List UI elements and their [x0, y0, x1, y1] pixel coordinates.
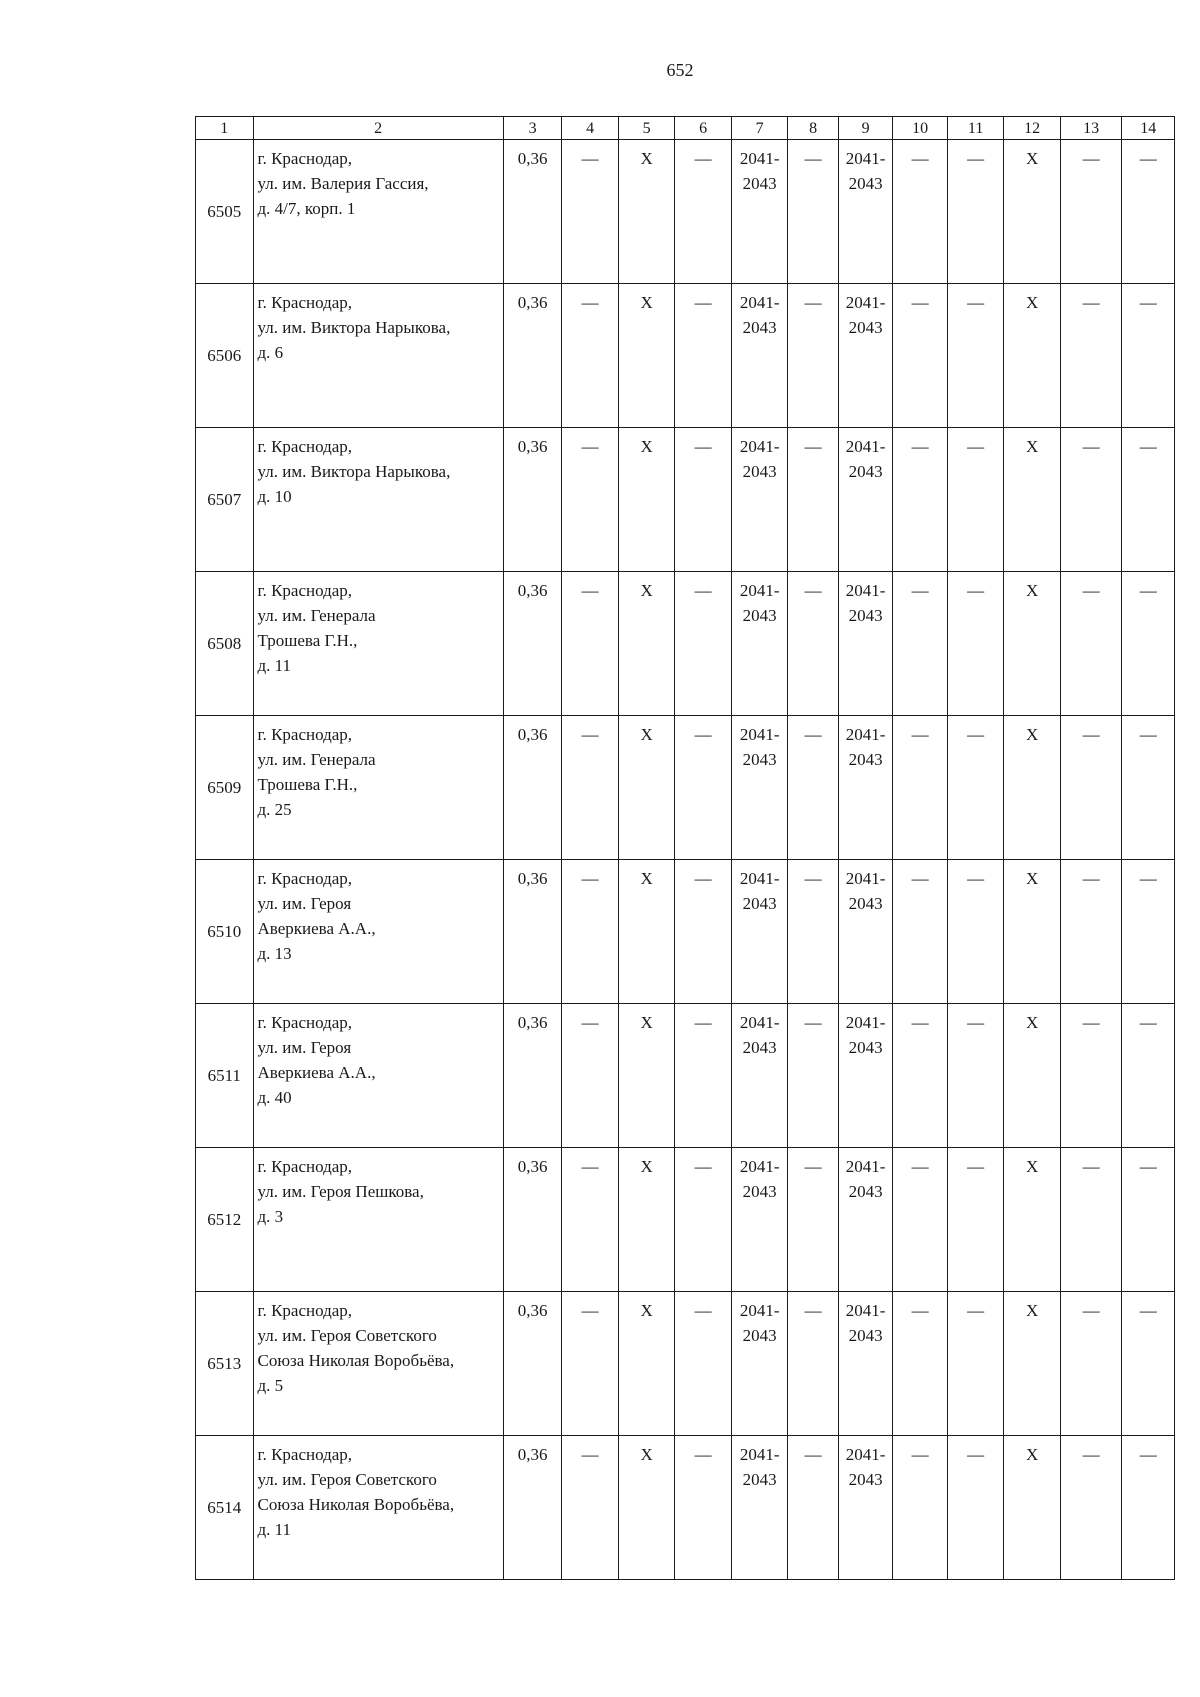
cell-col-8: —: [788, 428, 838, 572]
cell-col-11: —: [947, 428, 1004, 572]
cell-col-11: —: [947, 284, 1004, 428]
year-line: 2041-: [739, 293, 780, 312]
cell-col-12: Х: [1004, 1436, 1061, 1580]
column-header: 6: [675, 117, 732, 140]
address-line: Союза Николая Воробьёва,: [257, 1495, 455, 1514]
row-number: 6505: [196, 140, 254, 284]
cell-col-13: —: [1060, 1004, 1122, 1148]
column-header: 12: [1004, 117, 1061, 140]
cell-col-8: —: [788, 140, 838, 284]
cell-col-7: [731, 572, 788, 716]
address-line: ул. им. Генерала: [257, 750, 376, 769]
cell-col-10: —: [893, 284, 948, 428]
row-number: 6510: [196, 860, 254, 1004]
address-line: г. Краснодар,: [257, 149, 353, 168]
cell-col-4: —: [562, 428, 619, 572]
cell-col-14: —: [1122, 572, 1175, 716]
address-line: д. 6: [257, 343, 284, 362]
page-number: 652: [666, 60, 694, 80]
year-line: 2041-: [845, 149, 886, 168]
cell-col-10: —: [893, 572, 948, 716]
cell-col-4: —: [562, 716, 619, 860]
year-line: 2041-: [739, 149, 780, 168]
column-header: 14: [1122, 117, 1175, 140]
cell-col-9: [838, 716, 893, 860]
cell-col-4: —: [562, 572, 619, 716]
cell-col-6: —: [675, 284, 732, 428]
year-line: 2043: [742, 1182, 777, 1201]
cell-col-12: Х: [1004, 1292, 1061, 1436]
cell-col-9: [838, 1004, 893, 1148]
cell-col-14: —: [1122, 1004, 1175, 1148]
year-line: 2041-: [739, 869, 780, 888]
column-header: 11: [947, 117, 1004, 140]
address-cell: [253, 860, 503, 1004]
cell-col-13: —: [1060, 716, 1122, 860]
year-line: 2041-: [739, 1157, 780, 1176]
cell-col-6: —: [675, 428, 732, 572]
address-line: ул. им. Героя Советского: [257, 1470, 437, 1489]
cell-col-9: [838, 860, 893, 1004]
cell-col-5: Х: [618, 860, 675, 1004]
year-line: 2041-: [739, 1301, 780, 1320]
year-line: 2043: [742, 1470, 777, 1489]
cell-col-11: —: [947, 1436, 1004, 1580]
cell-col-6: —: [675, 716, 732, 860]
row-number: 6506: [196, 284, 254, 428]
cell-col-3: 0,36: [503, 572, 562, 716]
register-table: [195, 116, 1175, 1580]
year-line: 2041-: [845, 1445, 886, 1464]
year-line: 2041-: [845, 293, 886, 312]
cell-col-9: [838, 428, 893, 572]
year-line: 2041-: [845, 1157, 886, 1176]
address-cell: [253, 1004, 503, 1148]
cell-col-10: —: [893, 716, 948, 860]
cell-col-3: 0,36: [503, 428, 562, 572]
cell-col-12: Х: [1004, 1148, 1061, 1292]
year-line: 2041-: [739, 437, 780, 456]
address-line: Аверкиева А.А.,: [257, 1063, 376, 1082]
cell-col-12: Х: [1004, 860, 1061, 1004]
cell-col-8: —: [788, 716, 838, 860]
column-header: 8: [788, 117, 838, 140]
year-line: 2043: [742, 462, 777, 481]
cell-col-11: —: [947, 1148, 1004, 1292]
address-line: ул. им. Генерала: [257, 606, 376, 625]
cell-col-14: —: [1122, 1292, 1175, 1436]
table-row: [196, 428, 1175, 572]
address-line: Аверкиева А.А.,: [257, 919, 376, 938]
cell-col-14: —: [1122, 140, 1175, 284]
cell-col-13: —: [1060, 860, 1122, 1004]
cell-col-11: —: [947, 860, 1004, 1004]
address-line: г. Краснодар,: [257, 293, 353, 312]
cell-col-4: —: [562, 284, 619, 428]
table-row: [196, 284, 1175, 428]
year-line: 2041-: [845, 869, 886, 888]
cell-col-3: 0,36: [503, 284, 562, 428]
cell-col-3: 0,36: [503, 1292, 562, 1436]
cell-col-5: Х: [618, 140, 675, 284]
year-line: 2043: [742, 1038, 777, 1057]
address-line: д. 40: [257, 1088, 292, 1107]
address-line: ул. им. Героя: [257, 894, 352, 913]
cell-col-13: —: [1060, 428, 1122, 572]
cell-col-14: —: [1122, 428, 1175, 572]
address-line: г. Краснодар,: [257, 869, 353, 888]
address-line: г. Краснодар,: [257, 1301, 353, 1320]
year-line: 2043: [742, 1326, 777, 1345]
cell-col-14: —: [1122, 860, 1175, 1004]
address-line: д. 10: [257, 487, 292, 506]
year-line: 2043: [848, 1470, 883, 1489]
cell-col-6: —: [675, 1004, 732, 1148]
address-line: г. Краснодар,: [257, 725, 353, 744]
year-line: 2041-: [845, 725, 886, 744]
address-line: д. 11: [257, 1520, 292, 1539]
cell-col-9: [838, 1148, 893, 1292]
address-line: д. 11: [257, 656, 292, 675]
table-row: [196, 716, 1175, 860]
row-number: 6514: [196, 1436, 254, 1580]
table-row: [196, 140, 1175, 284]
cell-col-7: [731, 1004, 788, 1148]
cell-col-11: —: [947, 1292, 1004, 1436]
row-number: 6508: [196, 572, 254, 716]
cell-col-5: Х: [618, 1148, 675, 1292]
cell-col-6: —: [675, 140, 732, 284]
column-header: 1: [196, 117, 254, 140]
cell-col-4: —: [562, 1004, 619, 1148]
cell-col-10: —: [893, 140, 948, 284]
address-line: г. Краснодар,: [257, 581, 353, 600]
year-line: 2041-: [845, 581, 886, 600]
table-row: [196, 1436, 1175, 1580]
year-line: 2041-: [739, 1013, 780, 1032]
address-line: ул. им. Героя: [257, 1038, 352, 1057]
address-line: Союза Николая Воробьёва,: [257, 1351, 455, 1370]
address-line: д. 4/7, корп. 1: [257, 199, 356, 218]
address-line: г. Краснодар,: [257, 1013, 353, 1032]
cell-col-12: Х: [1004, 1004, 1061, 1148]
cell-col-10: —: [893, 428, 948, 572]
cell-col-12: Х: [1004, 428, 1061, 572]
cell-col-3: 0,36: [503, 1004, 562, 1148]
cell-col-7: [731, 860, 788, 1004]
cell-col-8: —: [788, 1004, 838, 1148]
row-number: 6507: [196, 428, 254, 572]
cell-col-5: Х: [618, 1004, 675, 1148]
address-line: ул. им. Валерия Гассия,: [257, 174, 429, 193]
row-number: 6509: [196, 716, 254, 860]
cell-col-3: 0,36: [503, 860, 562, 1004]
address-cell: [253, 428, 503, 572]
year-line: 2041-: [845, 437, 886, 456]
table-row: [196, 1004, 1175, 1148]
address-line: Трошева Г.Н.,: [257, 775, 358, 794]
cell-col-8: —: [788, 284, 838, 428]
cell-col-13: —: [1060, 1292, 1122, 1436]
year-line: 2043: [848, 606, 883, 625]
cell-col-4: —: [562, 1436, 619, 1580]
cell-col-14: —: [1122, 284, 1175, 428]
cell-col-12: Х: [1004, 284, 1061, 428]
address-cell: [253, 716, 503, 860]
address-cell: [253, 1292, 503, 1436]
year-line: 2041-: [845, 1013, 886, 1032]
year-line: 2043: [742, 606, 777, 625]
column-header: 10: [893, 117, 948, 140]
column-header: 4: [562, 117, 619, 140]
cell-col-10: —: [893, 1004, 948, 1148]
cell-col-7: [731, 428, 788, 572]
year-line: 2043: [848, 318, 883, 337]
address-line: д. 13: [257, 944, 292, 963]
cell-col-7: [731, 1148, 788, 1292]
cell-col-13: —: [1060, 284, 1122, 428]
cell-col-10: —: [893, 1148, 948, 1292]
table-row: [196, 572, 1175, 716]
year-line: 2043: [848, 1326, 883, 1345]
cell-col-8: —: [788, 1292, 838, 1436]
cell-col-7: [731, 1292, 788, 1436]
year-line: 2043: [848, 750, 883, 769]
address-line: ул. им. Виктора Нарыкова,: [257, 318, 451, 337]
address-line: ул. им. Героя Советского: [257, 1326, 437, 1345]
address-line: г. Краснодар,: [257, 437, 353, 456]
table-row: [196, 1148, 1175, 1292]
address-line: д. 25: [257, 800, 292, 819]
cell-col-13: —: [1060, 140, 1122, 284]
cell-col-10: —: [893, 1292, 948, 1436]
year-line: 2043: [742, 894, 777, 913]
address-line: г. Краснодар,: [257, 1445, 353, 1464]
cell-col-12: Х: [1004, 572, 1061, 716]
cell-col-6: —: [675, 1436, 732, 1580]
address-cell: [253, 284, 503, 428]
cell-col-6: —: [675, 860, 732, 1004]
cell-col-8: —: [788, 572, 838, 716]
cell-col-4: —: [562, 860, 619, 1004]
address-line: ул. им. Героя Пешкова,: [257, 1182, 424, 1201]
year-line: 2041-: [739, 725, 780, 744]
cell-col-5: Х: [618, 716, 675, 860]
year-line: 2041-: [739, 581, 780, 600]
column-header: 5: [618, 117, 675, 140]
table-row: [196, 1292, 1175, 1436]
column-header: 3: [503, 117, 562, 140]
cell-col-12: Х: [1004, 140, 1061, 284]
address-cell: [253, 1148, 503, 1292]
address-line: д. 3: [257, 1207, 284, 1226]
address-line: г. Краснодар,: [257, 1157, 353, 1176]
cell-col-6: —: [675, 1148, 732, 1292]
cell-col-14: —: [1122, 1436, 1175, 1580]
cell-col-7: [731, 284, 788, 428]
year-line: 2043: [742, 750, 777, 769]
cell-col-13: —: [1060, 572, 1122, 716]
cell-col-4: —: [562, 1148, 619, 1292]
year-line: 2043: [848, 1182, 883, 1201]
address-line: д. 5: [257, 1376, 284, 1395]
cell-col-3: 0,36: [503, 716, 562, 860]
cell-col-11: —: [947, 572, 1004, 716]
cell-col-12: Х: [1004, 716, 1061, 860]
cell-col-3: 0,36: [503, 1436, 562, 1580]
address-cell: [253, 572, 503, 716]
cell-col-3: 0,36: [503, 1148, 562, 1292]
year-line: 2043: [848, 894, 883, 913]
cell-col-14: —: [1122, 716, 1175, 860]
cell-col-5: Х: [618, 428, 675, 572]
cell-col-11: —: [947, 140, 1004, 284]
cell-col-4: —: [562, 1292, 619, 1436]
cell-col-5: Х: [618, 284, 675, 428]
cell-col-14: —: [1122, 1148, 1175, 1292]
cell-col-9: [838, 140, 893, 284]
cell-col-3: 0,36: [503, 140, 562, 284]
year-line: 2043: [848, 462, 883, 481]
column-header: 2: [253, 117, 503, 140]
address-cell: [253, 1436, 503, 1580]
cell-col-5: Х: [618, 1436, 675, 1580]
year-line: 2043: [742, 174, 777, 193]
cell-col-9: [838, 572, 893, 716]
address-line: Трошева Г.Н.,: [257, 631, 358, 650]
year-line: 2041-: [739, 1445, 780, 1464]
cell-col-11: —: [947, 716, 1004, 860]
cell-col-7: [731, 716, 788, 860]
cell-col-5: Х: [618, 572, 675, 716]
year-line: 2041-: [845, 1301, 886, 1320]
column-header-row: [196, 117, 1175, 140]
year-line: 2043: [848, 1038, 883, 1057]
cell-col-4: —: [562, 140, 619, 284]
cell-col-8: —: [788, 860, 838, 1004]
cell-col-7: [731, 140, 788, 284]
year-line: 2043: [742, 318, 777, 337]
cell-col-11: —: [947, 1004, 1004, 1148]
cell-col-9: [838, 284, 893, 428]
column-header: 13: [1060, 117, 1122, 140]
row-number: 6511: [196, 1004, 254, 1148]
address-cell: [253, 140, 503, 284]
column-header: 9: [838, 117, 893, 140]
table-row: [196, 860, 1175, 1004]
cell-col-10: —: [893, 860, 948, 1004]
cell-col-10: —: [893, 1436, 948, 1580]
cell-col-13: —: [1060, 1148, 1122, 1292]
address-line: ул. им. Виктора Нарыкова,: [257, 462, 451, 481]
cell-col-5: Х: [618, 1292, 675, 1436]
row-number: 6512: [196, 1148, 254, 1292]
cell-col-9: [838, 1292, 893, 1436]
cell-col-8: —: [788, 1148, 838, 1292]
cell-col-13: —: [1060, 1436, 1122, 1580]
cell-col-6: —: [675, 572, 732, 716]
cell-col-9: [838, 1436, 893, 1580]
cell-col-6: —: [675, 1292, 732, 1436]
cell-col-8: —: [788, 1436, 838, 1580]
cell-col-7: [731, 1436, 788, 1580]
row-number: 6513: [196, 1292, 254, 1436]
year-line: 2043: [848, 174, 883, 193]
column-header: 7: [731, 117, 788, 140]
